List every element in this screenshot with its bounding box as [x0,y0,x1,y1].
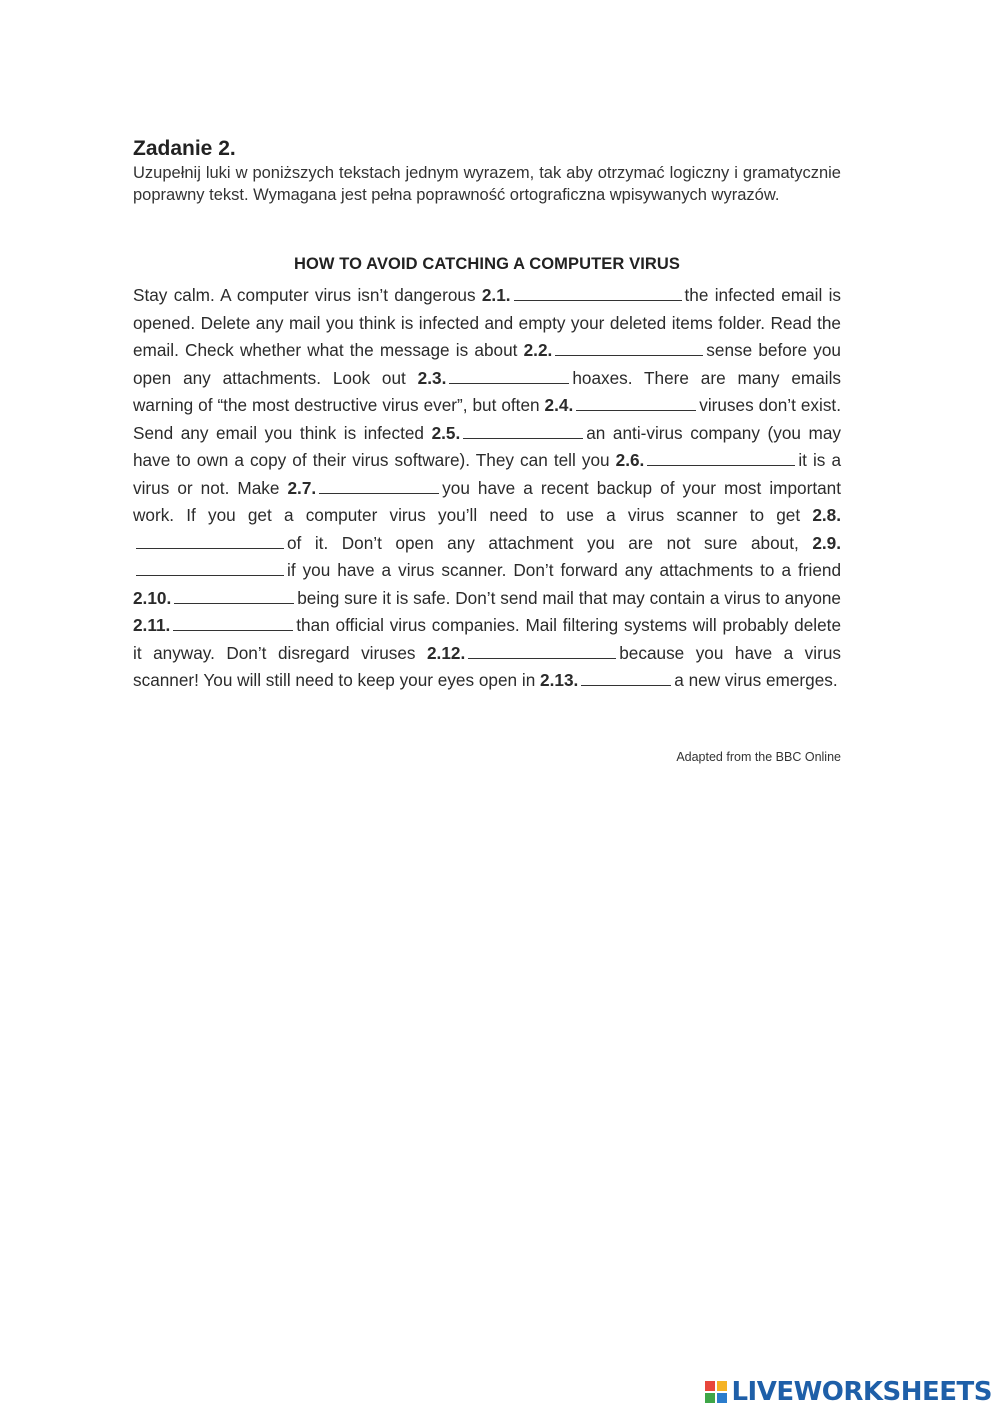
source-credit: Adapted from the BBC Online [676,750,841,764]
answer-blank-2-13[interactable] [581,671,671,686]
gap-number: 2.1. [481,285,511,305]
gap-number: 2.2. [523,340,553,360]
text-segment: than official virus companies. Mail filtering systems will probably delete it anyway. Don’t disregard viruses [133,615,841,663]
liveworksheets-logo[interactable] [705,1378,992,1406]
answer-blank-2-3[interactable] [449,369,569,384]
gap-number: 2.10. [133,587,172,608]
answer-blank-2-8[interactable] [136,534,284,549]
answer-blank-2-10[interactable] [174,589,294,604]
gap-number: 2.11. [133,615,171,635]
text-segment: it is a virus or not. Make [133,450,842,498]
answer-blank-2-4[interactable] [576,396,696,411]
task-instructions: Uzupełnij luki w poniższych tekstach jednym wyrazem, tak aby otrzymać logiczny i gramatycznie poprawny tekst. Wymagana jest pełna poprawność ortograficzna wpisywanych wyrazów. [133,164,841,204]
answer-blank-2-1[interactable] [514,286,682,301]
answer-blank-2-7[interactable] [319,479,439,494]
gap-number: 2.8. [812,505,841,525]
text-segment: because you have a virus scanner! You will still need to keep your eyes open in [133,642,841,690]
text-segment: if you have a virus scanner. Don’t forward any attachments to a friend [287,560,841,580]
text-segment: hoaxes. There are many emails warning of “the most destructive virus ever”, but often [133,367,841,415]
text-segment: being sure it is safe. Don’t send mail that may contain a virus to anyone [297,587,841,608]
gap-number: 2.7. [287,477,317,498]
text-segment: Stay calm. A computer virus isn’t dangerous [133,285,476,305]
text-segment: a new virus emerges. [674,670,838,690]
gap-number: 2.4. [544,395,574,415]
gap-number: 2.13. [540,670,579,690]
gap-number: 2.6. [615,450,645,470]
article-body [133,282,841,695]
answer-blank-2-2[interactable] [555,341,703,356]
text-segment: an anti-virus company (you may have to own a copy of their virus software). They can tell you [133,422,842,470]
text-segment: sense before you open any attachments. Look out [133,340,841,388]
brand-name: LIVEWORKSHEETS [731,1377,992,1407]
gap-number: 2.9. [812,532,841,553]
answer-blank-2-6[interactable] [647,451,795,466]
text-segment: the infected email is opened. Delete any mail you think is infected and empty your deleted items folder. Read the email. Check whether what the message is about [133,285,842,360]
gap-number: 2.12. [427,642,466,663]
article-title: HOW TO AVOID CATCHING A COMPUTER VIRUS [293,255,681,273]
gap-number: 2.3. [417,367,447,388]
text-segment: of it. Don’t open any attachment you are not sure about, [287,532,799,553]
text-segment: you have a recent backup of your most important work. If you get a computer virus you’ll need to use a virus scanner to get [133,477,841,525]
answer-blank-2-9[interactable] [136,561,284,576]
gap-number: 2.5. [431,422,461,443]
liveworksheets-logo-icon [705,1381,727,1403]
text-segment: viruses don’t exist. Send any email you think is infected [133,395,841,443]
answer-blank-2-12[interactable] [468,644,616,659]
answer-blank-2-11[interactable] [173,616,293,631]
answer-blank-2-5[interactable] [463,424,583,439]
task-title: Zadanie 2. [133,137,236,160]
